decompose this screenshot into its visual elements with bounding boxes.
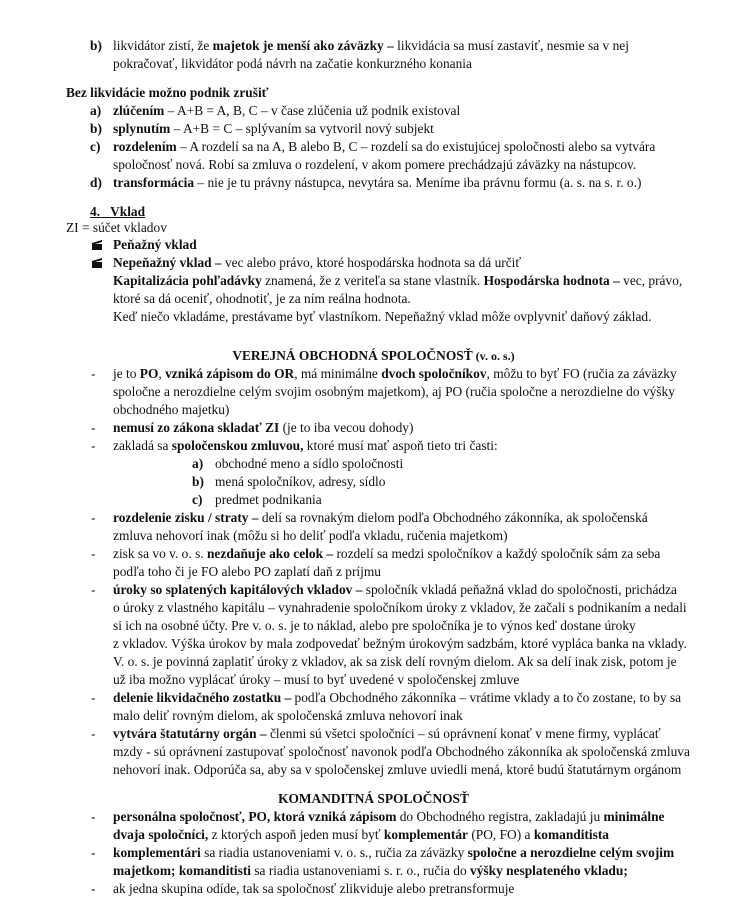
list-label-c: c): [90, 139, 101, 154]
liquidation-item-b-line2: pokračovať, likvidátor podá návrh na začatie konkurzného konania: [113, 56, 472, 71]
vos-point-8: vytvára štatutárny orgán – členmi sú všetci spoločníci – sú oprávnení konať v mene firmy, vyplácať: [113, 726, 661, 741]
liquidation-item-b: likvidátor zistí, že majetok je menší ako záväzky – likvidácia sa musí zastaviť, nesmie sa v nej: [113, 38, 629, 53]
dash-bullet: -: [91, 546, 96, 561]
dash-bullet: -: [91, 420, 96, 435]
vos-point-7-line2: malo deliť rovným dielom, ak spoločenská zmluva nehovorí inak: [113, 708, 463, 723]
list-label-b: b): [90, 38, 102, 53]
dash-bullet: -: [91, 809, 96, 824]
section-4-heading: 4. Vklad: [90, 204, 146, 219]
amalgamation-item: splynutím – A+B = C – splývaním sa vytvoril nový subjekt: [113, 121, 434, 136]
ks-point-3: ak jedna skupina odíde, tak sa spoločnosť zlikviduje alebo pretransformuje: [113, 881, 515, 896]
sub-label-c: c): [192, 492, 203, 507]
contribution-note: Keď niečo vkladáme, prestávame byť vlastníkom. Nepeňažný vklad môže ovplyvniť daňový základ.: [113, 309, 652, 324]
ks-point-2: komplementári sa riadia ustanoveniami v. o. s., ručia za záväzky spoločne a nerozdielne celým svojim: [113, 845, 675, 860]
formula: ZI = súčet vkladov: [66, 220, 167, 235]
sub-label-a: a): [192, 456, 204, 471]
non-monetary-contribution: Nepeňažný vklad – vec alebo právo, ktoré hospodárska hodnota sa dá určiť: [113, 255, 522, 270]
division-item: rozdelením – A rozdelí sa na A, B alebo B, C – rozdelí sa do existujúcej spoločnosti alebo sa vytvára: [113, 139, 656, 154]
vos-point-6-line: si ich na osobné účty. Pre v. o. s. je to náklad, alebo pre spoločníka je to výnos keď dostane úroky: [113, 618, 636, 633]
vos-point-1-line2: spoločne a nerozdielne celým svojim osobným majetkom), aj PO (ručia spoločne a nerozdielne do výšky: [113, 384, 675, 399]
vos-point-5-line2: podľa toho či je FO alebo PO zaplatí daň z príjmu: [113, 564, 381, 579]
bullet-icon: [92, 258, 103, 268]
sub-item: predmet podnikania: [215, 492, 322, 507]
monetary-contribution: Peňažný vklad: [113, 237, 197, 252]
dash-bullet: -: [91, 438, 96, 453]
capitalization-text: Kapitalizácia pohľadávky znamená, že z veriteľa sa stane vlastník. Hospodárska hodnota – vec, právo,: [113, 273, 683, 288]
vos-point-7: delenie likvidačného zostatku – podľa Obchodného zákonníka – vrátime vklady a to čo zostane, to by sa: [113, 690, 682, 705]
sub-item: obchodné meno a sídlo spoločnosti: [215, 456, 404, 471]
ks-point-1-line2: dvaja spoločníci, z ktorých aspoň jeden musí byť komplementár (PO, FO) a komanditista: [113, 827, 609, 842]
capitalization-text-line2: ktoré sa dá oceniť, ohodnotiť, je za ním reálna hodnota.: [113, 291, 411, 306]
list-label-d: d): [90, 175, 102, 190]
vos-point-5: zisk sa vo v. o. s. nezdaňuje ako celok – rozdelí sa medzi spoločníkov a každý spoločník sám za seba: [113, 546, 661, 561]
vos-point-6: úroky so splatených kapitálových vkladov – spoločník vkladá peňažná vklad do spoločnosti, prichádza: [113, 582, 677, 597]
sub-label-b: b): [192, 474, 204, 489]
vos-point-6-line: už iba možno vyplácať úroky – musí to byť uvedené v spoločenskej zmluve: [113, 672, 520, 687]
dash-bullet: -: [91, 582, 96, 597]
vos-heading: VEREJNÁ OBCHODNÁ SPOLOČNOSŤ (v. o. s.): [232, 348, 515, 363]
division-item-line2: spoločnosť nová. Robí sa zmluva o rozdelení, v akom pomere prechádzajú záväzky na nástupcov.: [113, 157, 637, 172]
vos-point-1-line3: obchodného majetku): [113, 402, 230, 417]
vos-point-6-line: z vkladov. Výška úrokov by mala zodpovedať bežným úrokovým sadzbám, ktoré vypláca banka na vklady.: [113, 636, 687, 651]
vos-point-1: je to PO, vzniká zápisom do OR, má minimálne dvoch spoločníkov, môžu to byť FO (ručia za záväzky: [113, 366, 677, 381]
merge-item: zlúčením – A+B = A, B, C – v čase zlúčenia už podnik existoval: [113, 103, 461, 118]
vos-point-4: rozdelenie zisku / straty – delí sa rovnakým dielom podľa Obchodného zákonníka, ak spoločenská: [113, 510, 648, 525]
list-label-a: a): [90, 103, 102, 118]
ks-point-1: personálna spoločnosť, PO, ktorá vzniká zápisom do Obchodného registra, zakladajú ju minimálne: [113, 809, 665, 824]
vos-point-6-line: o úroky z vlastného kapitálu – vynahradenie spoločníkom úroky z vkladov, že začali s podnikaním a nedali: [113, 600, 687, 615]
vos-point-4-line2: zmluva nehovorí inak (môžu si ho deliť podľa vkladu, ručenia majetkom): [113, 528, 508, 543]
vos-point-8-line2: mzdy - sú oprávnení zastupovať spoločnosť navonok podľa Obchodného zákonníka ak spoločenská zmluva: [113, 744, 690, 759]
dash-bullet: -: [91, 881, 96, 896]
dash-bullet: -: [91, 366, 96, 381]
vos-point-3: zakladá sa spoločenskou zmluvou, ktoré musí mať aspoň tieto tri časti:: [113, 438, 498, 453]
dash-bullet: -: [91, 726, 96, 741]
section-heading-without-liquidation: Bez likvidácie možno podnik zrušiť: [66, 85, 269, 100]
ks-heading: KOMANDITNÁ SPOLOČNOSŤ: [278, 791, 469, 806]
sub-item: mená spoločníkov, adresy, sídlo: [215, 474, 386, 489]
ks-point-2-line2: majetkom; komanditisti sa riadia ustanoveniami s. r. o., ručia do výšky nesplateného vkladu;: [113, 863, 628, 878]
transformation-item: transformácia – nie je tu právny nástupca, nevytára sa. Meníme iba právnu formu (a. s. na s. r. o.): [113, 175, 642, 190]
dash-bullet: -: [91, 510, 96, 525]
dash-bullet: -: [91, 845, 96, 860]
vos-point-2: nemusí zo zákona skladať ZI (je to iba vecou dohody): [113, 420, 414, 435]
vos-point-6-line: V. o. s. je povinná zaplatiť úroky z vkladov, ak sa zisk delí rovným dielom. Ak sa delí inak zisk, potom je: [113, 654, 677, 669]
vos-point-8-line3: nehovorí inak. Odporúča sa, aby sa v spoločenskej zmluve uviedli mená, ktoré budú štatutárnym orgánom: [113, 762, 682, 777]
list-label-b: b): [90, 121, 102, 136]
dash-bullet: -: [91, 690, 96, 705]
bullet-icon: [92, 240, 103, 250]
